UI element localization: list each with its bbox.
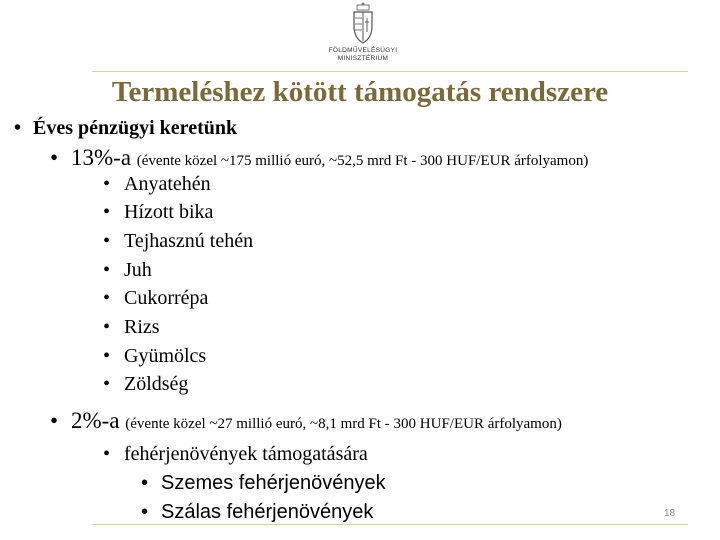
list-item-label: Tejhasznú tehén	[124, 230, 254, 252]
list-item	[103, 371, 188, 397]
sub-list-item	[141, 499, 373, 525]
page-number: 18	[664, 508, 676, 519]
second-share-item	[50, 408, 562, 437]
list-item-label: Rizs	[124, 316, 160, 338]
second-share-label: 2%-a	[71, 408, 120, 433]
sub-list-item	[141, 470, 386, 496]
list-item-label: fehérjenövények támogatására	[124, 443, 368, 465]
bullet-icon: •	[103, 173, 111, 195]
first-share-note: (évente közel ~175 millió euró, ~52,5 mrd Ft - 300 HUF/EUR árfolyamon)	[136, 153, 589, 169]
footer-divider	[92, 524, 688, 525]
first-share-item	[50, 145, 588, 174]
header-divider	[92, 71, 688, 72]
first-share-label: 13%-a	[71, 145, 132, 170]
bullet-icon: •	[141, 472, 149, 494]
list-item	[103, 171, 211, 197]
list-item-label: Zöldség	[124, 373, 189, 395]
bullet-icon: •	[103, 443, 111, 465]
bullet-icon: •	[14, 117, 22, 139]
bullet-icon: •	[141, 501, 149, 523]
bullet-icon: •	[103, 259, 111, 281]
ministry-logo	[318, 2, 408, 70]
list-item	[103, 228, 253, 254]
bullet-icon: •	[50, 408, 59, 433]
ministry-name: FÖLDMŰVELÉSÜGYI MINISZTÉRIUM	[328, 47, 398, 62]
list-item-label: Cukorrépa	[124, 287, 209, 309]
heading-text: Éves pénzügyi keretünk	[33, 117, 238, 139]
list-item	[103, 314, 160, 340]
heading-item	[14, 115, 237, 141]
list-item-label: Anyatehén	[124, 173, 211, 195]
bullet-icon: •	[103, 345, 111, 367]
coat-of-arms-icon	[348, 2, 378, 46]
list-item	[103, 285, 208, 311]
second-share-note: (évente közel ~27 millió euró, ~8,1 mrd Ft - 300 HUF/EUR árfolyamon)	[125, 416, 562, 432]
bullet-icon: •	[103, 201, 111, 223]
slide-title: Termeléshez kötött támogatás rendszere	[111, 76, 609, 108]
list-item	[103, 199, 213, 225]
bullet-icon: •	[103, 287, 111, 309]
bullet-icon: •	[103, 373, 111, 395]
list-item	[103, 343, 206, 369]
list-item-label: Juh	[124, 259, 152, 281]
bullet-icon: •	[50, 145, 59, 170]
sub-list-item-label: Szemes fehérjenövények	[161, 472, 386, 494]
list-item-label: Gyümölcs	[124, 345, 207, 367]
list-item-label: Hízott bika	[124, 201, 214, 223]
bullet-icon: •	[103, 230, 111, 252]
list-item	[103, 441, 368, 467]
bullet-icon: •	[103, 316, 111, 338]
list-item	[103, 257, 152, 283]
sub-list-item-label: Szálas fehérjenövények	[161, 501, 374, 523]
